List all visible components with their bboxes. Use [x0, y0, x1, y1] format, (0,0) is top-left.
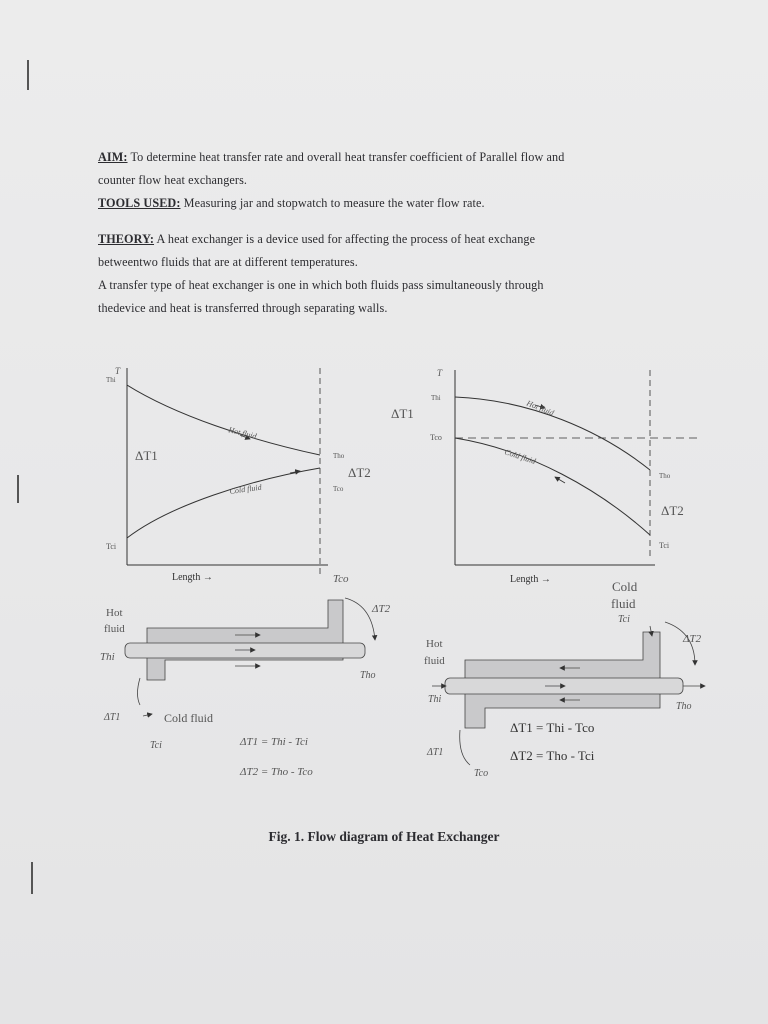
aim-section — [98, 146, 678, 215]
counter-length-text: Length — [510, 574, 539, 585]
theory-line-4: thedevice and heat is transferred through separating walls. — [98, 301, 388, 315]
parallel-hot-fluid-label-2: fluid — [104, 623, 125, 635]
aim-text: To determine heat transfer rate and overall heat transfer coefficient of Parallel flow and — [127, 150, 565, 164]
counter-pipe-tho-label: Tho — [676, 701, 692, 712]
parallel-pipe-dt2-label: ΔT2 — [372, 603, 391, 615]
parallel-t-axis-label: T — [115, 366, 121, 376]
counter-thi-label: Thi — [431, 394, 441, 402]
parallel-cold-fluid-label: Cold fluid — [164, 711, 214, 725]
counter-pipe-thi-label: Thi — [428, 694, 442, 705]
parallel-cold-curve-label: Cold fluid — [229, 482, 263, 496]
tools-text: Measuring jar and stopwatch to measure the water flow rate. — [180, 196, 485, 210]
parallel-cold-curve — [127, 468, 320, 538]
parallel-pipe-tci-label: Tci — [150, 740, 162, 751]
counter-tci-label: Tci — [659, 541, 670, 550]
counter-length-arrow: → — [540, 574, 551, 585]
parallel-thi-label: Thi — [106, 376, 116, 384]
theory-line-2: betweentwo fluids that are at different temperatures. — [98, 255, 358, 269]
counter-flow-pipe — [432, 622, 705, 765]
parallel-pipe-tho-label: Tho — [360, 670, 376, 681]
parallel-outer-shell — [147, 600, 343, 680]
counter-pipe-tco-label: Tco — [474, 768, 489, 779]
parallel-outlet-arc — [345, 598, 375, 640]
counter-flow-graph — [455, 370, 700, 565]
counter-equation-2: ΔT2 = Tho - Tci — [510, 748, 595, 763]
theory-line-1: A heat exchanger is a device used for affecting the process of heat exchange — [154, 232, 536, 246]
counter-t-axis-label: T — [437, 368, 443, 378]
aim-label: AIM: — [98, 150, 128, 164]
theory-line-3: A transfer type of heat exchanger is one in which both fluids pass simultaneously through — [98, 278, 544, 292]
counter-hot-curve-label: Hot fluid — [525, 398, 556, 418]
counter-cold-curve — [455, 438, 650, 535]
counter-pipe-dt1-label: ΔT1 — [427, 747, 444, 758]
parallel-hot-curve-label: Hot fluid — [227, 425, 258, 441]
parallel-tco-label: Tco — [333, 485, 344, 493]
counter-length-label — [510, 574, 551, 585]
counter-equation-1: ΔT1 = Thi - Tco — [510, 720, 595, 735]
counter-pipe-tci-label: Tci — [618, 614, 630, 625]
counter-tco-label: Tco — [430, 433, 442, 442]
heat-exchanger-figure — [0, 360, 768, 820]
counter-pipe-dt2-label: ΔT2 — [683, 633, 702, 645]
parallel-flow-graph — [127, 368, 328, 575]
theory-label: THEORY: — [98, 232, 155, 246]
parallel-equation-1: ΔT1 = Thi - Tci — [240, 736, 308, 748]
counter-hot-fluid-label-1: Hot — [426, 638, 443, 650]
counter-dt2-label: ΔT2 — [661, 503, 684, 518]
parallel-flow-pipe — [125, 598, 375, 716]
parallel-dt2-label: ΔT2 — [348, 465, 371, 480]
aim-text-continued: counter flow heat exchangers. — [98, 173, 248, 187]
parallel-length-text: Length — [172, 572, 201, 583]
parallel-dt1-label: ΔT1 — [135, 448, 158, 463]
counter-cold-arrow — [555, 477, 565, 483]
parallel-inlet-arc — [138, 678, 141, 705]
binder-mark-bottom — [31, 862, 33, 894]
counter-cold-fluid-label-1: Cold — [612, 579, 638, 594]
parallel-length-arrow: → — [202, 572, 213, 583]
parallel-pipe-dt1-label: ΔT1 — [104, 712, 121, 723]
parallel-length-label — [172, 572, 213, 583]
parallel-pipe-tco-label: Tco — [333, 573, 349, 585]
theory-section — [98, 228, 678, 320]
counter-hot-fluid-label-2: fluid — [424, 655, 445, 667]
parallel-hot-fluid-label-1: Hot — [106, 607, 123, 619]
counter-tho-label: Tho — [659, 472, 671, 480]
counter-cold-fluid-label-2: fluid — [611, 596, 636, 611]
parallel-inner-tube — [125, 643, 365, 658]
parallel-equation-2: ΔT2 = Tho - Tco — [240, 766, 313, 778]
parallel-pipe-thi-label: Thi — [100, 651, 115, 663]
tools-label: TOOLS USED: — [98, 196, 181, 210]
binder-mark-top — [27, 60, 29, 90]
counter-cold-curve-label: Cold fluid — [503, 447, 537, 466]
parallel-cold-inlet-arrow — [143, 714, 152, 716]
counter-inlet-arc — [460, 730, 470, 765]
parallel-tho-label: Tho — [333, 452, 345, 460]
figure-caption: Fig. 1. Flow diagram of Heat Exchanger — [268, 829, 500, 844]
parallel-hot-curve — [127, 385, 320, 455]
counter-dt1-label: ΔT1 — [391, 406, 414, 421]
parallel-tci-label: Tci — [106, 542, 117, 551]
